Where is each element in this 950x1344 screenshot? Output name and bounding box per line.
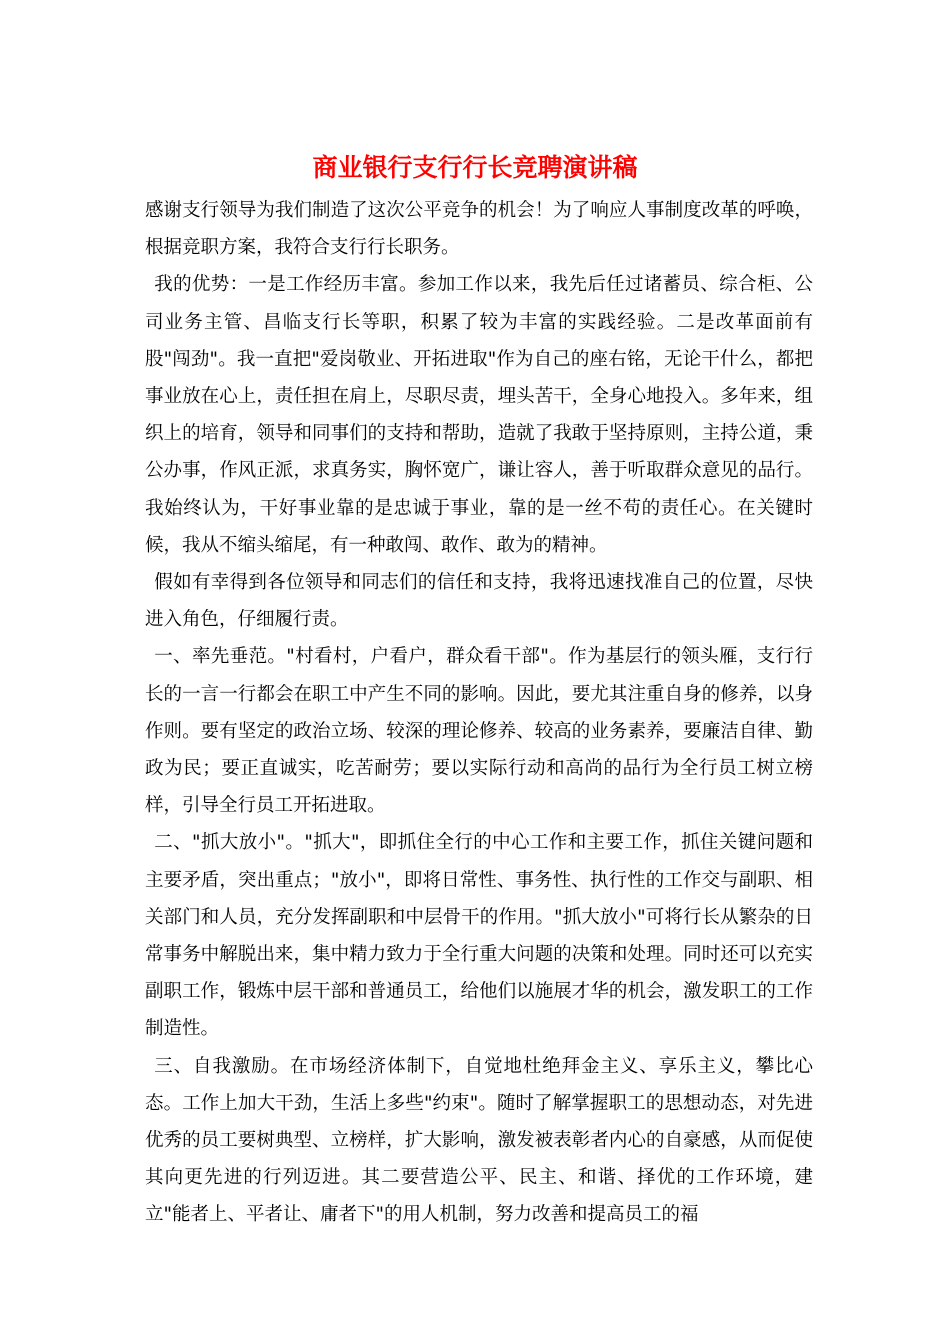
paragraph-commitment: 假如有幸得到各位领导和同志们的信任和支持，我将迅速找准自己的位置，尽快进入角色，仔细履行责。 [145,572,813,631]
paragraph-point-two: 二、"抓大放小"。"抓大"，即抓住全行的中心工作和主要工作，抓住关键问题和主要矛盾，突出重点；"放小"，即将日常性、事务性、执行性的工作交与副职、相关部门和人员，充分发挥副职和中层骨干的作用。"抓大放小"可将行长从繁杂的日常事务中解脱出来，集中精力致力于全行重大问题的决策和处理。同时还可以充实副职工作，锻炼中层干部和普通员工，给他们以施展才华的机会，激发职工的工作制造性。 [145,832,813,1040]
document-body [145,192,813,1234]
paragraph-advantages: 我的优势：一是工作经历丰富。参加工作以来，我先后任过诸蓄员、综合柜、公司业务主管、昌临支行长等职，积累了较为丰富的实践经验。二是改革面前有股"闯劲"。我一直把"爱岗敬业、开拓进取"作为自己的座右铭，无论干什么，都把事业放在心上，责任担在肩上，尽职尽责，埋头苦干，全身心地投入。多年来，组织上的培育，领导和同事们的支持和帮助，造就了我敢于坚持原则，主持公道，秉公办事，作风正派，求真务实，胸怀宽广，谦让容人，善于听取群众意见的品行。我始终认为，干好事业靠的是忠诚于事业，靠的是一丝不苟的责任心。在关键时候，我从不缩头缩尾，有一种敢闯、敢作、敢为的精神。 [145,274,813,556]
paragraph-intro: 感谢支行领导为我们制造了这次公平竞争的机会！为了响应人事制度改革的呼唤，根据竞职方案，我符合支行行长职务。 [145,200,813,259]
document-title: 商业银行支行行长竞聘演讲稿 [312,153,638,182]
paragraph-point-one: 一、率先垂范。"村看村，户看户，群众看干部"。作为基层行的领头雁，支行行长的一言一行都会在职工中产生不同的影响。因此，要尤其注重自身的修养，以身作则。要有坚定的政治立场、较深的理论修养、较高的业务素养，要廉洁自律、勤政为民；要正直诚实，吃苦耐劳；要以实际行动和高尚的品行为全行员工树立榜样，引导全行员工开拓进取。 [145,646,813,817]
paragraph-point-three: 三、自我激励。在市场经济体制下，自觉地杜绝拜金主义、享乐主义，攀比心态。工作上加大干劲，生活上多些"约束"。随时了解掌握职工的思想动态，对先进优秀的员工要树典型、立榜样，扩大影响，激发被表彰者内心的自豪感，从而促使其向更先进的行列迈进。其二要营造公平、民主、和谐、择优的工作环境，建立"能者上、平者让、庸者下"的用人机制，努力改善和提高员工的福 [145,1055,813,1226]
